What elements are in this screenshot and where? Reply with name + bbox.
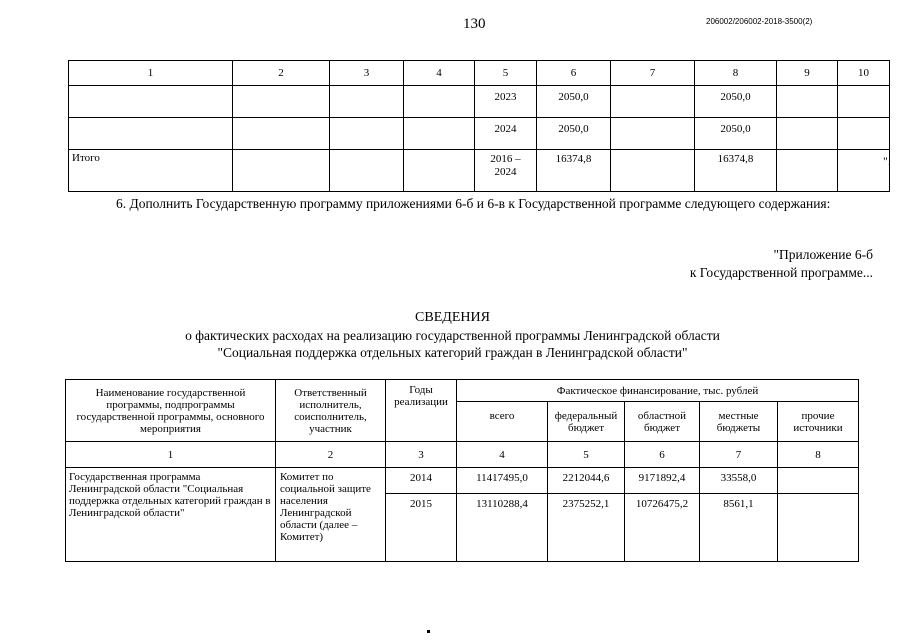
- colnum-1: 1: [66, 442, 276, 468]
- top-col-2: 2: [233, 61, 330, 86]
- top-col-5: 5: [475, 61, 537, 86]
- top-col-9: 9: [777, 61, 838, 86]
- cell-total: 2050,0: [537, 118, 611, 150]
- top-col-4: 4: [404, 61, 475, 86]
- table-row: [69, 86, 890, 118]
- cell-regional: 9171892,4: [625, 468, 700, 494]
- colnum-7: 7: [700, 442, 778, 468]
- cell-year: 2023: [475, 86, 537, 118]
- top-col-10: 10: [838, 61, 890, 86]
- cell-name: Итого: [69, 150, 233, 192]
- header-name: Наименование государственной программы, подпрограммы государственной программы, основного мероприятия: [66, 380, 276, 442]
- document-id: 206002/206002-2018-3500(2): [706, 17, 813, 26]
- header-other: прочие источники: [778, 402, 859, 442]
- header-row-1: [66, 380, 859, 402]
- table-row: [69, 118, 890, 150]
- header-local: местные бюджеты: [700, 402, 778, 442]
- cell-regional: 10726475,2: [625, 494, 700, 562]
- cell-year: 2014: [386, 468, 457, 494]
- header-responsible: Ответственный исполнитель, соисполнитель, участник: [276, 380, 386, 442]
- cell-local: 33558,0: [700, 468, 778, 494]
- appendix-line-2: к Государственной программе...: [689, 265, 873, 280]
- header-federal: федеральный бюджет: [548, 402, 625, 442]
- section-title: СВЕДЕНИЯ: [415, 310, 490, 325]
- top-table-header-row: [69, 61, 890, 86]
- cell-year: 2015: [386, 494, 457, 562]
- section-subtitle-1: о фактических расходах на реализацию государственной программы Ленинградской области: [185, 328, 720, 343]
- page-number: 130: [463, 16, 486, 32]
- header-total: всего: [457, 402, 548, 442]
- cell-name: [69, 86, 233, 118]
- cell-name: [69, 118, 233, 150]
- colnum-2: 2: [276, 442, 386, 468]
- section-subtitle-2: "Социальная поддержка отдельных категорий граждан в Ленинградской области": [217, 345, 688, 360]
- table-row-total: [69, 150, 890, 192]
- cell-federal: 2212044,6: [548, 468, 625, 494]
- colnum-8: 8: [778, 442, 859, 468]
- header-financing: Фактическое финансирование, тыс. рублей: [457, 380, 859, 402]
- top-col-7: 7: [611, 61, 695, 86]
- cell-total: 2050,0: [537, 86, 611, 118]
- cell-year: 2024: [475, 118, 537, 150]
- cell-local: 8561,1: [700, 494, 778, 562]
- amendment-paragraph: [70, 195, 873, 213]
- cell-other: [778, 468, 859, 494]
- executor-name: Комитет по социальной защите населения Ленинградской области (далее – Комитет): [276, 468, 386, 562]
- cell-total: 11417495,0: [457, 468, 548, 494]
- paragraph-text: 6. Дополнить Государственную программу приложениями 6-б и 6-в к Государственной программе следующего содержания:: [116, 196, 831, 211]
- cell-year: 2016 – 2024: [475, 150, 537, 192]
- header-regional: областной бюджет: [625, 402, 700, 442]
- closing-quote: ".: [883, 154, 891, 168]
- appendix-heading: [560, 246, 873, 282]
- cell-federal: 2375252,1: [548, 494, 625, 562]
- cell-other: [778, 494, 859, 562]
- cell-regional: 2050,0: [695, 118, 777, 150]
- expenses-table: [65, 379, 859, 562]
- top-col-1: 1: [69, 61, 233, 86]
- program-name: Государственная программа Ленинградской области "Социальная поддержка отдельных категорий граждан в Ленинградской области": [66, 468, 276, 562]
- colnum-3: 3: [386, 442, 457, 468]
- appendix-line-1: "Приложение 6-б: [773, 247, 873, 262]
- cell-regional: 2050,0: [695, 86, 777, 118]
- top-col-8: 8: [695, 61, 777, 86]
- scan-speck: [427, 630, 430, 633]
- colnum-5: 5: [548, 442, 625, 468]
- top-col-3: 3: [330, 61, 404, 86]
- column-numbers-row: [66, 442, 859, 468]
- top-table: [68, 60, 890, 192]
- header-years: Годы реализации: [386, 380, 457, 442]
- cell-total: 13110288,4: [457, 494, 548, 562]
- cell-total: 16374,8: [537, 150, 611, 192]
- colnum-6: 6: [625, 442, 700, 468]
- cell-regional: 16374,8: [695, 150, 777, 192]
- table-row: [66, 468, 859, 494]
- top-col-6: 6: [537, 61, 611, 86]
- colnum-4: 4: [457, 442, 548, 468]
